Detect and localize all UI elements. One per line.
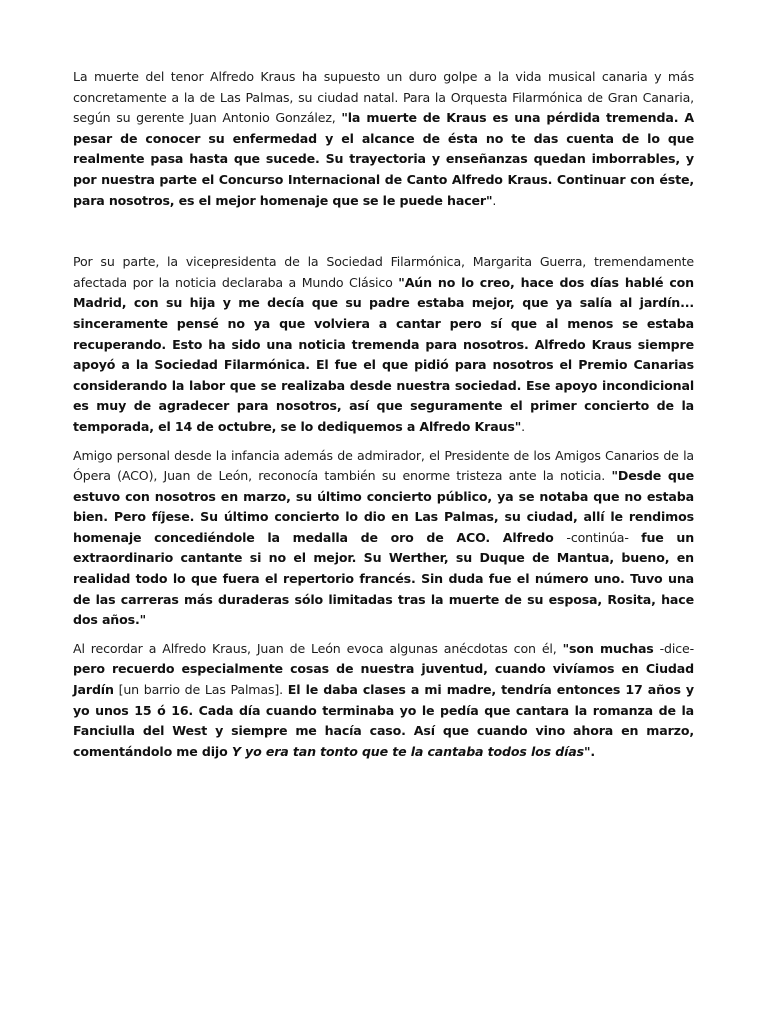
text-run: -continúa- [566,529,642,545]
text-run: -dice- [653,640,694,656]
quote-run: pero recuerdo especialmente cosas de nuestra juventud, cuando vivíamos en Ciudad Jardín [73,661,694,698]
text-run: La muerte del tenor Alfredo Kraus ha supuesto un duro golpe a la vida musical canaria y más concretamente a la de Las Palmas, su ciudad natal. Para la Orquesta Filarmónica de Gran Canaria, según su gerente Juan Antonio González, [73,69,694,126]
article-body [73,67,694,762]
paragraph-3 [73,446,694,631]
italic-quote-run [232,744,584,759]
quote-run: "la muerte de Kraus es una pérdida tremenda. A pesar de conocer su enfermedad y el alcance de ésta no te das cuenta de lo que realmente pasa hasta que sucede. Su trayectoria y enseñanzas quedan imborrables, y por nuestra parte el Concurso Internacional de Canto Alfredo Kraus. Continuar con éste, para nosotros, es el mejor homenaje que se le puede hacer" [73,110,695,208]
italic-text: Y yo era tan tonto que te la cantaba todos los días [231,743,584,759]
paragraph-1 [73,67,694,211]
quote-run: "son muchas [562,640,654,656]
quote-run: "Desde que estuvo con nosotros en marzo, su último concierto público, ya se notaba que no estaba bien. Pero fíjese. Su último concierto lo dio en Las Palmas, su ciudad, allí le rendimos homenaje concediéndole la medalla de oro de ACO. Alfredo [73,468,694,545]
text-run: [un barrio de Las Palmas]. [113,682,288,698]
quote-run: ". [583,743,595,759]
quote-run: "Aún no lo creo, hace dos días hablé con Madrid, con su hija y me decía que su padre estaba mejor, que ya salía al jardín... sinceramente pensé no ya que volviera a cantar pero sí que al menos se estaba recuperando. Esto ha sido una noticia tremenda para nosotros. Alfredo Kraus siempre apoyó a la Sociedad Filarmónica. El fue el que pidió para nosotros el Premio Canarias considerando la labor que se realizaba desde nuestra sociedad. Ese apoyo incondicional es muy de agradecer para nosotros, así que seguramente el primer concierto de la temporada, el 14 de octubre, se lo dediquemos a Alfredo Kraus" [73,274,694,434]
paragraph-4 [73,639,694,763]
paragraph-2 [73,252,694,437]
text-run: Por su parte, la vicepresidenta de la Sociedad Filarmónica, Margarita Guerra, tremendamente afectada por la noticia declaraba a Mundo Clásico [73,254,694,290]
text-run: Amigo personal desde la infancia además de admirador, el Presidente de los Amigos Canarios de la Ópera (ACO), Juan de León, reconocía también su enorme tristeza ante la noticia. [73,447,694,484]
text-run: . [492,192,497,208]
text-run: Al recordar a Alfredo Kraus, Juan de León evoca algunas anécdotas con él, [73,640,563,656]
quote-run: fue un extraordinario cantante si no el mejor. Su Werther, su Duque de Mantua, bueno, en realidad todo lo que fuera el repertorio francés. Sin duda fue el número uno. Tuvo una de las carreras más duraderas sólo limitadas tras la muerte de su esposa, Rosita, hace dos años." [73,529,695,628]
text-run: . [521,418,525,434]
quote-run: El le daba clases a mi madre, tendría entonces 17 años y yo unos 15 ó 16. Cada día cuando terminaba yo le pedía que cantara la romanza de la Fanciulla del West y siempre me hacía caso. Así que cuando vino ahora en marzo, comentándolo me dijo [73,682,694,759]
